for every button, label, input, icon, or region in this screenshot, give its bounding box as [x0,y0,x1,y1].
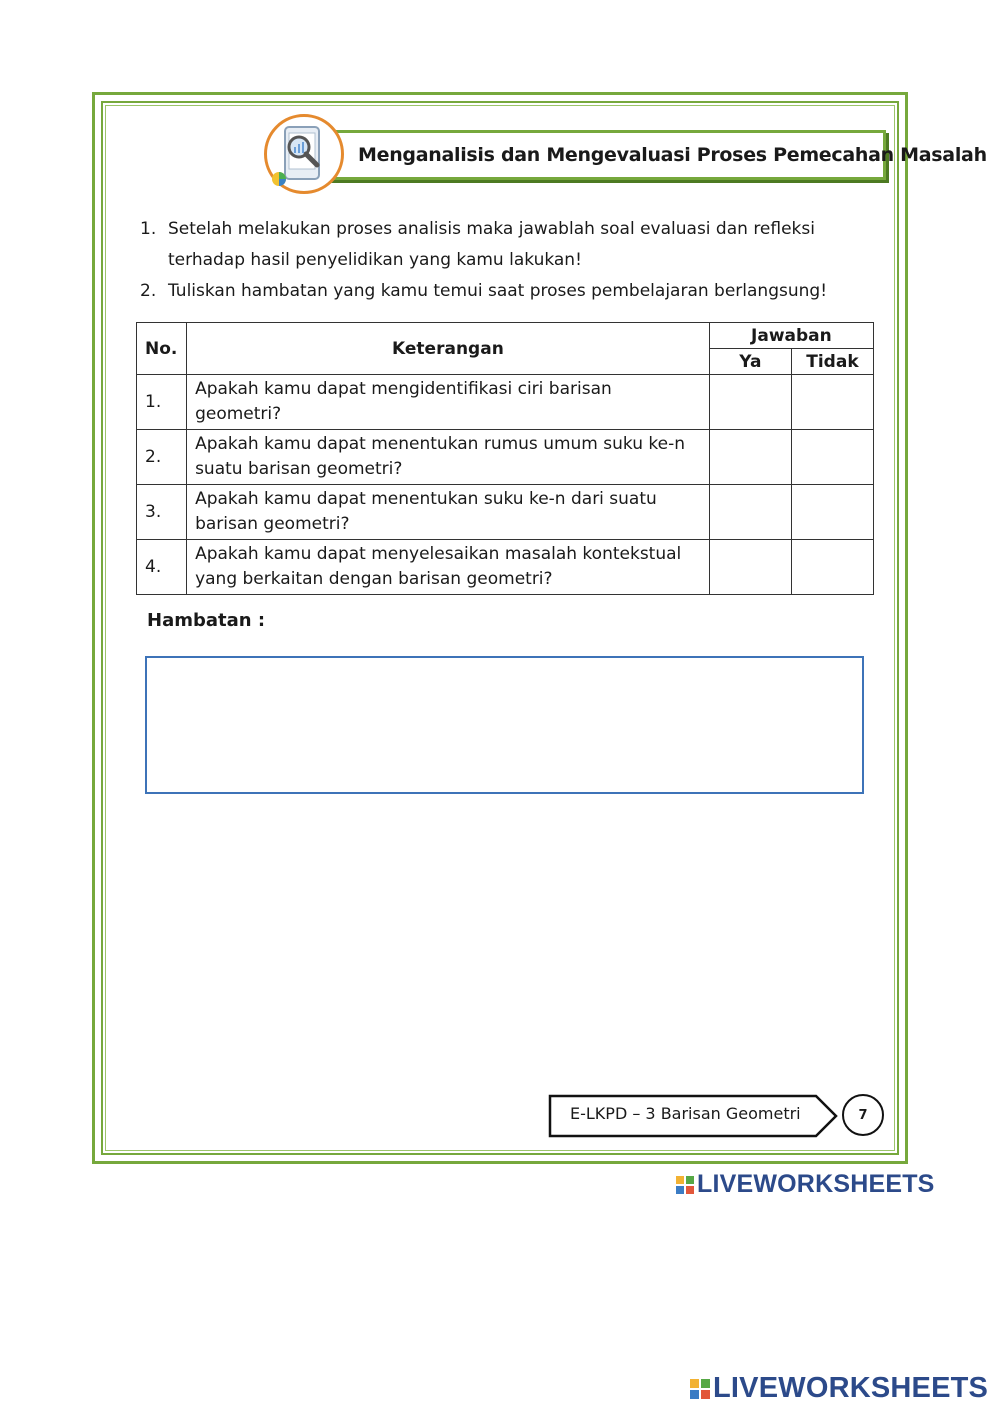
answer-ya-cell[interactable] [709,485,791,540]
answer-ya-cell[interactable] [709,375,791,430]
instruction-number: 1. [140,219,157,239]
row-question [187,485,710,540]
evaluation-table [136,322,874,595]
question-line: Apakah kamu dapat menentukan suku ke-n dari suatu [195,489,657,509]
question-line: suatu barisan geometri? [195,459,403,479]
answer-ya-cell[interactable] [709,540,791,595]
header-no: No. [137,323,187,375]
row-number: 2. [137,430,187,485]
table-row [137,485,874,540]
hambatan-answer-box[interactable] [145,656,864,794]
row-number: 3. [137,485,187,540]
liveworksheets-grid-icon [690,1379,710,1399]
question-line: Apakah kamu dapat menentukan rumus umum suku ke-n [195,434,686,454]
liveworksheets-wordmark: LIVEWORKSHEETS [713,1372,989,1404]
instruction-1 [140,219,815,239]
question-line: yang berkaitan dengan barisan geometri? [195,569,553,589]
row-question [187,430,710,485]
header-keterangan: Keterangan [187,323,710,375]
answer-tidak-cell[interactable] [791,540,873,595]
instruction-2 [140,281,827,301]
question-line: geometri? [195,404,282,424]
row-number: 4. [137,540,187,595]
table-row [137,375,874,430]
question-line: Apakah kamu dapat menyelesaikan masalah kontekstual [195,544,682,564]
liveworksheets-grid-icon [676,1176,694,1194]
row-question [187,375,710,430]
answer-tidak-cell[interactable] [791,430,873,485]
question-line: Apakah kamu dapat mengidentifikasi ciri barisan [195,379,612,399]
instruction-text: Tuliskan hambatan yang kamu temui saat proses pembelajaran berlangsung! [168,281,828,301]
header-ya: Ya [709,349,791,375]
question-line: barisan geometri? [195,514,350,534]
liveworksheets-logo-bottom [690,1372,988,1405]
table-row [137,430,874,485]
table-row [137,540,874,595]
instruction-number: 2. [140,281,157,301]
analysis-magnifier-icon [264,114,344,194]
header-tidak: Tidak [791,349,873,375]
instruction-text: Setelah melakukan proses analisis maka jawablah soal evaluasi dan refleksi [168,219,815,239]
liveworksheets-wordmark: LIVEWORKSHEETS [697,1170,935,1198]
answer-tidak-cell[interactable] [791,485,873,540]
header-jawaban: Jawaban [709,323,873,349]
liveworksheets-logo [676,1170,935,1199]
answer-ya-cell[interactable] [709,430,791,485]
row-question [187,540,710,595]
instruction-1-continued: terhadap hasil penyelidikan yang kamu lakukan! [168,250,582,270]
section-title: Menganalisis dan Mengevaluasi Proses Pemecahan Masalah [358,144,987,166]
row-number: 1. [137,375,187,430]
hambatan-label: Hambatan : [147,610,266,631]
answer-tidak-cell[interactable] [791,375,873,430]
footer-title: E-LKPD – 3 Barisan Geometri [570,1104,801,1123]
page-number: 7 [842,1094,884,1136]
